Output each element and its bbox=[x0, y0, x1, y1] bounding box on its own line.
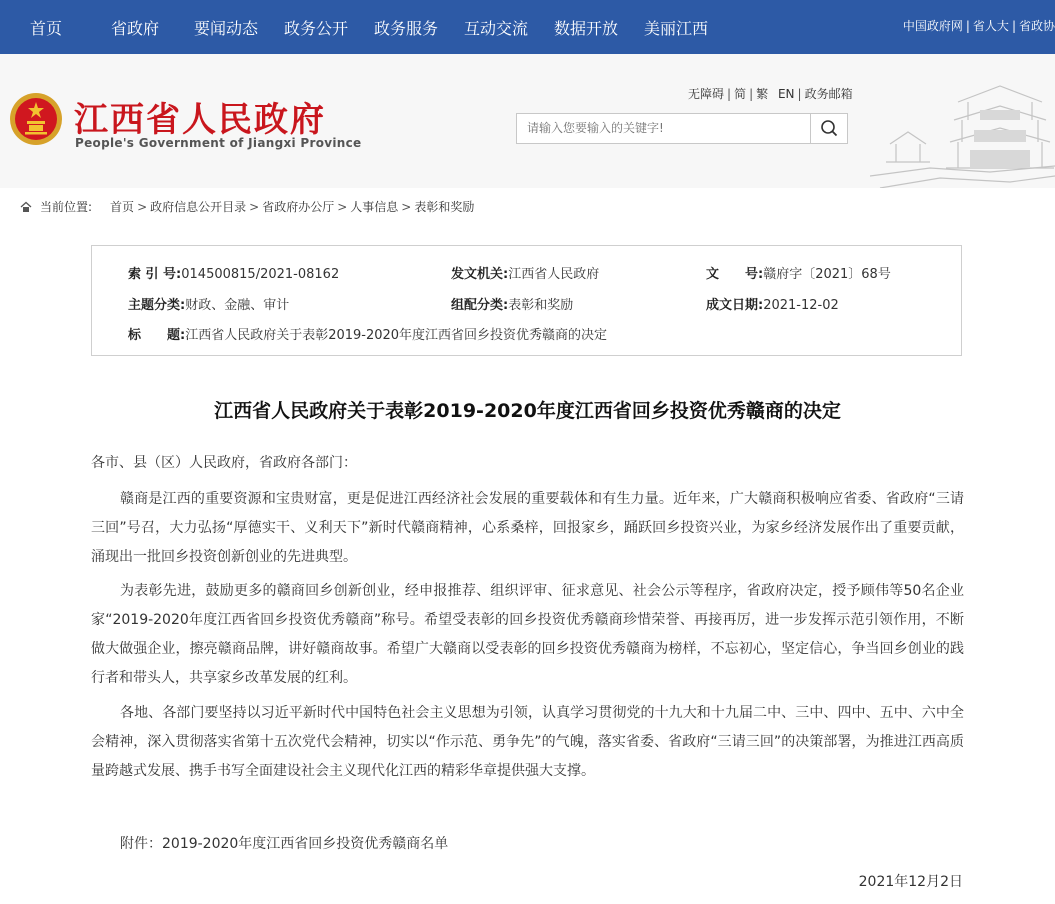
breadcrumb-separator: > bbox=[137, 200, 148, 214]
breadcrumb-separator: > bbox=[401, 200, 412, 214]
breadcrumb bbox=[20, 198, 474, 215]
nav-item-gov-affairs-open[interactable]: 政务公开 bbox=[284, 19, 349, 38]
grouping-category-label: 组配分类: bbox=[451, 298, 509, 313]
article-title: 江西省人民政府关于表彰2019-2020年度江西省回乡投资优秀赣商的决定 bbox=[214, 400, 841, 422]
simplified-chinese-link[interactable]: 简 bbox=[734, 87, 747, 101]
header-tools bbox=[688, 85, 853, 102]
breadcrumb-separator: > bbox=[249, 200, 260, 214]
search-icon bbox=[811, 114, 847, 143]
home-icon bbox=[20, 201, 32, 213]
separator: | bbox=[797, 87, 802, 101]
separator: | bbox=[1011, 19, 1016, 33]
issuing-authority-label: 发文机关: bbox=[451, 267, 509, 282]
topic-category-value: 财政、金融、审计 bbox=[185, 298, 290, 313]
separator: | bbox=[965, 19, 970, 33]
topic-category bbox=[128, 294, 289, 313]
nav-item-open-data[interactable]: 数据开放 bbox=[554, 19, 619, 38]
external-links bbox=[903, 17, 1055, 34]
document-title-field bbox=[128, 324, 607, 343]
breadcrumb-item-awards[interactable]: 表彰和奖励 bbox=[414, 200, 475, 214]
national-emblem-icon bbox=[9, 92, 63, 146]
grouping-category-value: 表彰和奖励 bbox=[508, 298, 574, 313]
breadcrumb-item-general-office[interactable]: 省政府办公厅 bbox=[262, 200, 335, 214]
breadcrumb-label: 当前位置: bbox=[40, 200, 93, 214]
issuing-authority bbox=[451, 263, 599, 282]
breadcrumb-separator: > bbox=[337, 200, 348, 214]
english-link[interactable]: EN bbox=[777, 87, 795, 101]
breadcrumb-item-home[interactable]: 首页 bbox=[110, 200, 135, 214]
search-button[interactable] bbox=[810, 113, 848, 144]
article-attachment-link[interactable]: 附件：2019-2020年度江西省回乡投资优秀赣商名单 bbox=[120, 836, 449, 852]
article-paragraph-2: 为表彰先进，鼓励更多的赣商回乡创新创业，经申报推荐、组织评审、征求意见、社会公示等程序，省政府决定，授予顾伟等50名企业家“2019-2020年度江西省回乡投资优秀赣商”称号。希望受表彰的回乡投资优秀赣商珍惜荣誉、再接再厉，进一步发挥示范引领作用，不断做大做强企业，擦亮赣商品牌，讲好赣商故事。希望广大赣商以受表彰的回乡投资优秀赣商为榜样，不忘初心，坚定信心，争当回乡创业的践行者和带头人，共享家乡改革发展的红利。 bbox=[91, 583, 964, 686]
topic-category-label: 主题分类: bbox=[128, 298, 186, 313]
nav-item-news[interactable]: 要闻动态 bbox=[194, 19, 259, 38]
document-number bbox=[706, 263, 891, 282]
site-header bbox=[0, 54, 1055, 188]
link-provincial-cppcc[interactable]: 省政协 bbox=[1018, 19, 1055, 33]
article-paragraph-1: 赣商是江西的重要资源和宝贵财富，更是促进江西经济社会发展的重要载体和有生力量。近年来，广大赣商积极响应省委、省政府“三请三回”号召，大力弘扬“厚德实干、义利天下”新时代赣商精神，心系桑梓，回报家乡，踊跃回乡投资兴业，为家乡经济发展作出了重要贡献，涌现出一批回乡投资创新创业的先进典型。 bbox=[91, 491, 964, 565]
separator bbox=[768, 87, 778, 101]
link-provincial-congress[interactable]: 省人大 bbox=[972, 19, 1009, 33]
search-input[interactable] bbox=[517, 114, 807, 141]
pavilion-illustration-icon bbox=[870, 72, 1055, 188]
accessibility-link[interactable]: 无障碍 bbox=[688, 87, 725, 101]
site-logo-subtitle: People's Government of Jiangxi Province bbox=[75, 136, 362, 150]
article-date: 2021年12月2日 bbox=[858, 874, 963, 890]
search-box bbox=[516, 113, 812, 144]
index-number-label: 索 引 号: bbox=[128, 267, 182, 282]
index-number bbox=[128, 263, 339, 282]
gov-mailbox-link[interactable]: 政务邮箱 bbox=[804, 87, 853, 101]
top-nav bbox=[0, 0, 1055, 54]
index-number-value: 014500815/2021-08162 bbox=[181, 267, 340, 282]
written-date bbox=[706, 294, 839, 313]
breadcrumb-item-personnel-info[interactable]: 人事信息 bbox=[350, 200, 399, 214]
document-title-label: 标 题: bbox=[128, 328, 186, 343]
document-number-value: 赣府字〔2021〕68号 bbox=[763, 267, 891, 282]
separator: | bbox=[749, 87, 754, 101]
separator: | bbox=[727, 87, 732, 101]
nav-item-gov-services[interactable]: 政务服务 bbox=[374, 19, 439, 38]
article-paragraph-3: 各地、各部门要坚持以习近平新时代中国特色社会主义思想为引领，认真学习贯彻党的十九大和十九届二中、三中、四中、五中、六中全会精神，深入贯彻落实省第十五次党代会精神，切实以“作示范、勇争先”的气魄，落实省委、省政府“三请三回”的决策部署，为推进江西高质量跨越式发展、携手书写全面建设社会主义现代化江西的精彩华章提供强大支撑。 bbox=[91, 705, 964, 779]
nav-item-province-government[interactable]: 省政府 bbox=[111, 19, 160, 38]
grouping-category bbox=[451, 294, 573, 313]
nav-item-home[interactable]: 首页 bbox=[30, 19, 63, 38]
link-china-gov[interactable]: 中国政府网 bbox=[902, 19, 963, 33]
written-date-label: 成文日期: bbox=[706, 298, 764, 313]
nav-item-interaction[interactable]: 互动交流 bbox=[464, 19, 529, 38]
nav-item-beautiful-jiangxi[interactable]: 美丽江西 bbox=[644, 19, 709, 38]
article-salutation: 各市、县（区）人民政府，省政府各部门： bbox=[91, 455, 357, 471]
document-title-value: 江西省人民政府关于表彰2019-2020年度江西省回乡投资优秀赣商的决定 bbox=[185, 328, 608, 343]
breadcrumb-item-gov-info-directory[interactable]: 政府信息公开目录 bbox=[150, 200, 247, 214]
written-date-value: 2021-12-02 bbox=[763, 298, 839, 313]
site-logo-title[interactable]: 江西省人民政府 bbox=[74, 100, 326, 140]
issuing-authority-value: 江西省人民政府 bbox=[508, 267, 600, 282]
traditional-chinese-link[interactable]: 繁 bbox=[756, 87, 769, 101]
document-number-label: 文 号: bbox=[706, 267, 764, 282]
document-info-box bbox=[91, 245, 962, 356]
